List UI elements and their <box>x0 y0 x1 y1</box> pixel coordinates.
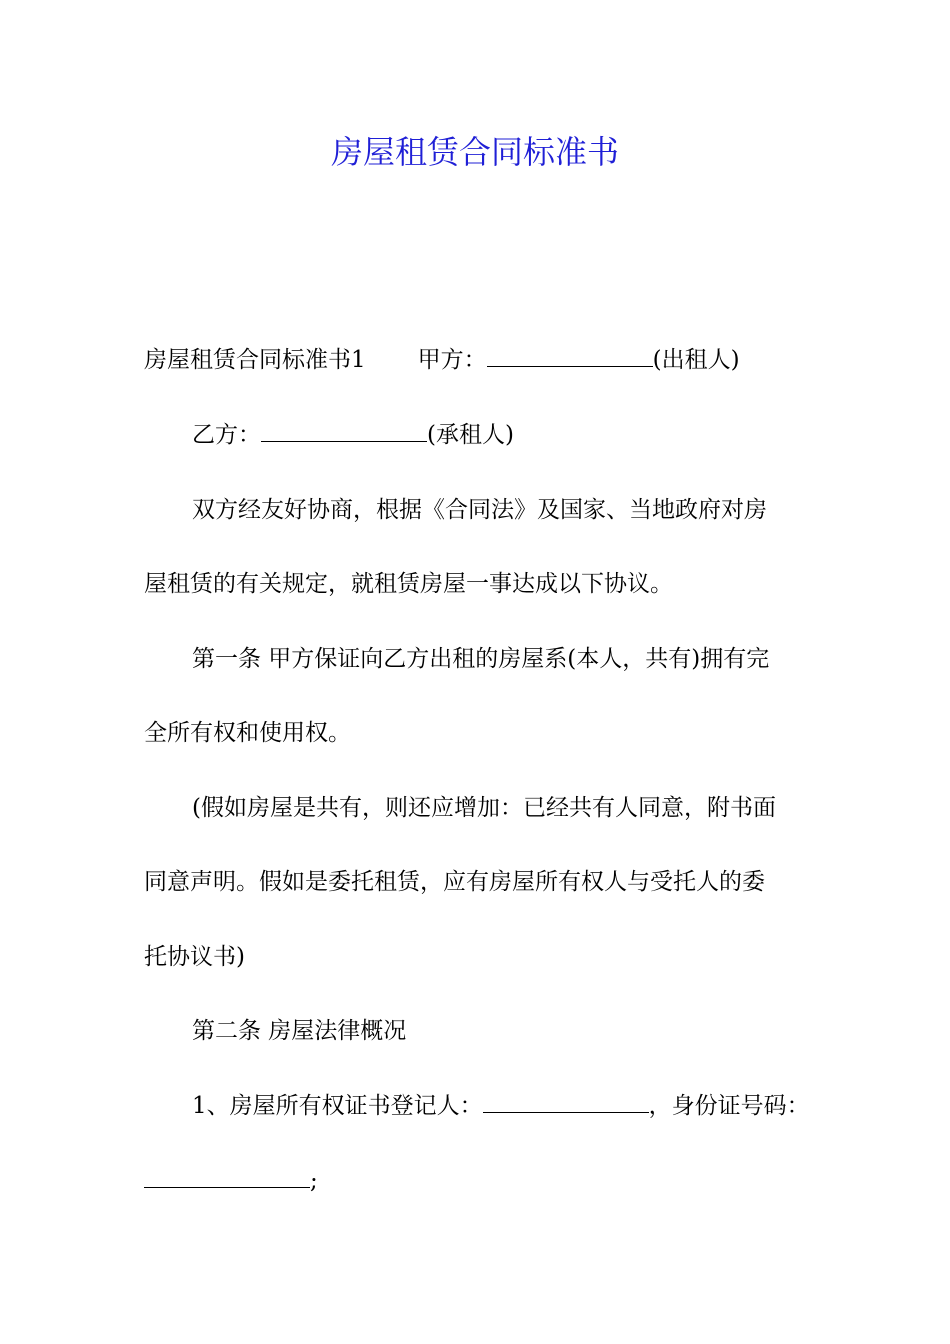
owner-label: 1、房屋所有权证书登记人： <box>192 1093 483 1119</box>
id-number-label: ，身份证号码： <box>648 1093 810 1119</box>
party-a-label: 甲方： <box>417 347 487 373</box>
party-b-role: (承租人) <box>427 422 514 448</box>
party-b-label: 乙方： <box>192 422 261 448</box>
line-heading-party-a <box>144 344 740 376</box>
party-a-role: (出租人) <box>652 347 740 373</box>
line-party-b <box>192 419 514 451</box>
paragraph-line: 全所有权和使用权。 <box>144 720 351 746</box>
paragraph-line: 托协议书) <box>144 944 245 970</box>
heading-text: 房屋租赁合同标准书1 <box>144 347 366 373</box>
id-number-blank <box>144 1169 310 1188</box>
paragraph-line: 同意声明。假如是委托租赁，应有房屋所有权人与受托人的委 <box>144 869 765 895</box>
owner-blank <box>483 1094 649 1113</box>
line-id-number <box>144 1165 318 1197</box>
paragraph-line: 双方经友好协商，根据《合同法》及国家、当地政府对房 <box>192 497 767 523</box>
section-heading: 第二条 房屋法律概况 <box>192 1018 407 1044</box>
document-title: 房屋租赁合同标准书 <box>330 133 619 171</box>
paragraph-line: 屋租赁的有关规定，就租赁房屋一事达成以下协议。 <box>144 571 673 597</box>
line-owner-registration <box>192 1090 810 1122</box>
paragraph-line: 第一条 甲方保证向乙方出租的房屋系(本人，共有)拥有完 <box>192 646 770 672</box>
paragraph-line: (假如房屋是共有，则还应增加：已经共有人同意，附书面 <box>192 795 776 821</box>
party-b-blank <box>261 423 427 442</box>
party-a-blank <box>487 348 653 367</box>
line-end: ; <box>310 1168 318 1194</box>
